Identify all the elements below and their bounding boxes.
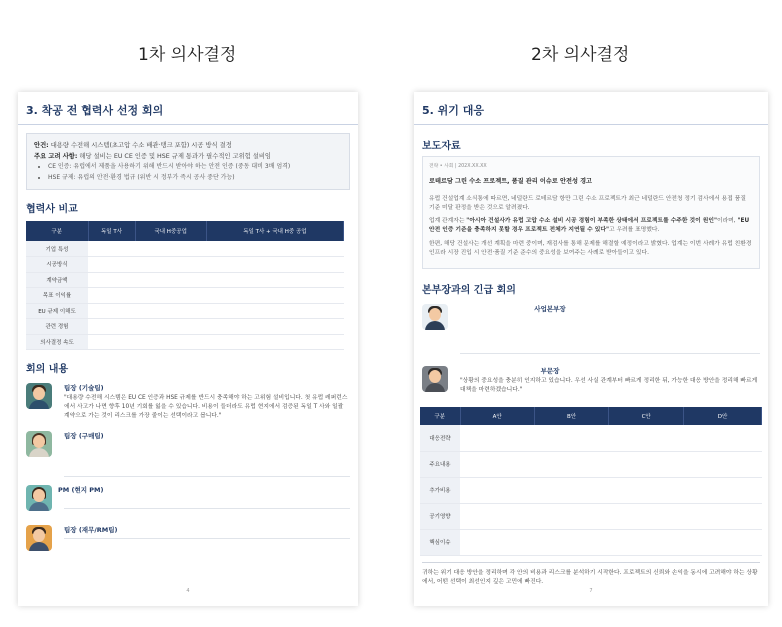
participant-tech-lead <box>26 383 350 421</box>
row-label: 계약금액 <box>26 272 88 288</box>
avatar <box>26 525 52 551</box>
table-header: B안 <box>534 407 608 425</box>
table-row <box>26 288 344 304</box>
table-row <box>420 503 762 529</box>
row-label: 추가비용 <box>420 477 460 503</box>
table-header: 국내 H중공업 <box>135 221 206 241</box>
participant-name: PM (현지 PM) <box>58 485 104 494</box>
participant-name: 사업본부장 <box>534 305 566 314</box>
table-row <box>420 425 762 451</box>
page-number: 4 <box>186 588 190 594</box>
press-paragraph: 업계 관계자는 "아시아 건설사가 유럽 고압 수소 설비 시공 경험이 부족한 상태에서 프로젝트를 수주한 것이 원인"이라며, "EU 안전 인증 기준을 충족하지 못할 경우 프로젝트 전체가 지연될 수 있다"고 우려를 표명했다. <box>429 218 750 234</box>
table-row <box>26 334 344 350</box>
factor-text: 해당 설비는 EU CE 인증 및 HSE 규제 통과가 필수적인 고위험 설비임 <box>79 153 272 161</box>
row-label: 목표 이익률 <box>26 288 88 304</box>
row-label: 시공방식 <box>26 257 88 273</box>
second-decision-heading: 2차 의사결정 <box>531 45 630 65</box>
row-label: 대응전략 <box>420 425 460 451</box>
press-release-box <box>422 156 760 269</box>
row-label: 기업 특성 <box>26 241 88 257</box>
participant-finance-lead <box>26 525 350 551</box>
avatar <box>26 383 52 409</box>
participant-name: 팀장 (구매팀) <box>64 431 104 440</box>
participant-purchasing-lead <box>26 431 350 477</box>
page-number: 7 <box>589 588 593 594</box>
partner-compare-table <box>26 221 344 350</box>
table-row <box>26 241 344 257</box>
press-paragraph: 한편, 해당 건설사는 개선 계획을 마련 중이며, 재검사를 통해 문제를 해결할 예정이라고 밝혔다. 업계는 이번 사례가 유럽 친환경 인프라 시장 진입 시 안전·품질 기준 준수의 중요성을 보여주는 사례로 받아들이고 있다. <box>429 240 752 256</box>
participant-name: 팀장 (기술팀) <box>64 384 104 393</box>
press-title: 보도자료 <box>422 141 461 152</box>
agenda-label: 안건: <box>34 142 49 149</box>
participant-local-pm <box>26 485 350 511</box>
table-row <box>420 477 762 503</box>
meeting-title: 회의 내용 <box>26 364 69 376</box>
closing-paragraph: 귀하는 위기 대응 방안을 정리하며 각 안의 비용과 리스크를 분석하기 시작한다. 프로젝트의 신뢰와 손익을 동시에 고려해야 하는 상황에서, 어떤 선택이 최선인지 깊은 고민에 빠진다. <box>422 562 760 588</box>
table-header: C안 <box>609 407 684 425</box>
row-label: 관련 경험 <box>26 319 88 335</box>
row-label: 주요내용 <box>420 451 460 477</box>
row-label: EU 규제 이해도 <box>26 303 88 319</box>
first-decision-heading: 1차 의사결정 <box>138 45 237 65</box>
agenda-text: 대용량 수전해 시스템(초고압 수소 배관·탱크 포함) 시공 방식 결정 <box>50 142 232 149</box>
bullet-ce: • CE 인증: 유럽에서 제품을 사용하기 위해 반드시 받아야 하는 안전 인증 (중동 대비 3배 엄격) <box>48 162 342 173</box>
participant-quote: "상황의 중요성을 충분히 인지하고 있습니다. 우선 사실 관계부터 빠르게 정리한 뒤, 가능한 대응 방안을 정리해 빠르게 대책을 마련하겠습니다." <box>460 378 758 394</box>
avatar <box>422 304 448 330</box>
row-label: 의사결정 속도 <box>26 334 88 350</box>
participant-sector-head <box>422 366 760 395</box>
avatar <box>26 431 52 457</box>
avatar <box>422 366 448 392</box>
press-meta: 전략 • 사회 | 202X.XX.XX <box>429 164 487 169</box>
participant-division-head <box>422 304 760 354</box>
avatar <box>26 485 52 511</box>
table-row <box>26 303 344 319</box>
document-page-1 <box>18 92 358 606</box>
row-label: 핵심이슈 <box>420 529 460 555</box>
press-headline: 로테르담 그린 수소 프로젝트, 품질 관리 이슈로 안전성 경고 <box>429 177 593 185</box>
press-paragraph: 유럽 건설업계 소식통에 따르면, 네덜란드 로테르담 항만 그린 수소 프로젝트가 최근 네덜란드 안전청 정기 검사에서 용접 품질 기준 미달 판정을 받은 것으로 알려졌다. <box>429 195 746 211</box>
table-header: 독일 T사 + 국내 H중 공업 <box>206 221 343 241</box>
compare-title: 협력사 비교 <box>26 204 78 216</box>
table-row <box>420 451 762 477</box>
table-row <box>26 272 344 288</box>
decision-options-table <box>420 407 762 556</box>
participant-quote: "대용량 수전해 시스템은 EU CE 인증과 HSE 규제를 반드시 충족해야 하는 고위험 설비입니다. 첫 유럽 레퍼런스에서 사고가 나면 향후 10년 기회를 잃을 수 있습니다. 비용이 들더라도 유럽 현지에서 검증된 독일 T 사와 일괄 계약으로 가는 것이 리스크를 가장 줄이는 선택이라고 봅니다." <box>64 395 348 419</box>
bullet-hse: • HSE 규제: 유럽의 안전·환경 법규 (위반 시 정부가 즉시 공사 중단 가능) <box>48 173 342 184</box>
section-title: 3. 착공 전 협력사 선정 회의 <box>18 92 358 125</box>
participant-name: 팀장 (재무/RM팀) <box>64 525 118 534</box>
table-row <box>26 319 344 335</box>
agenda-box <box>26 133 350 190</box>
table-header: 구분 <box>420 407 460 425</box>
row-label: 공기영향 <box>420 503 460 529</box>
table-header: D안 <box>684 407 762 425</box>
table-row <box>26 257 344 273</box>
participant-name: 부문장 <box>540 367 560 376</box>
table-header: 구분 <box>26 221 88 241</box>
table-header: 독일 T사 <box>88 221 135 241</box>
table-row <box>420 529 762 555</box>
factor-label: 주요 고려 사항: <box>34 153 78 161</box>
table-header: A안 <box>460 407 534 425</box>
section-title: 5. 위기 대응 <box>414 92 768 125</box>
document-page-2 <box>414 92 768 606</box>
meeting-title: 본부장과의 긴급 회의 <box>422 285 516 297</box>
